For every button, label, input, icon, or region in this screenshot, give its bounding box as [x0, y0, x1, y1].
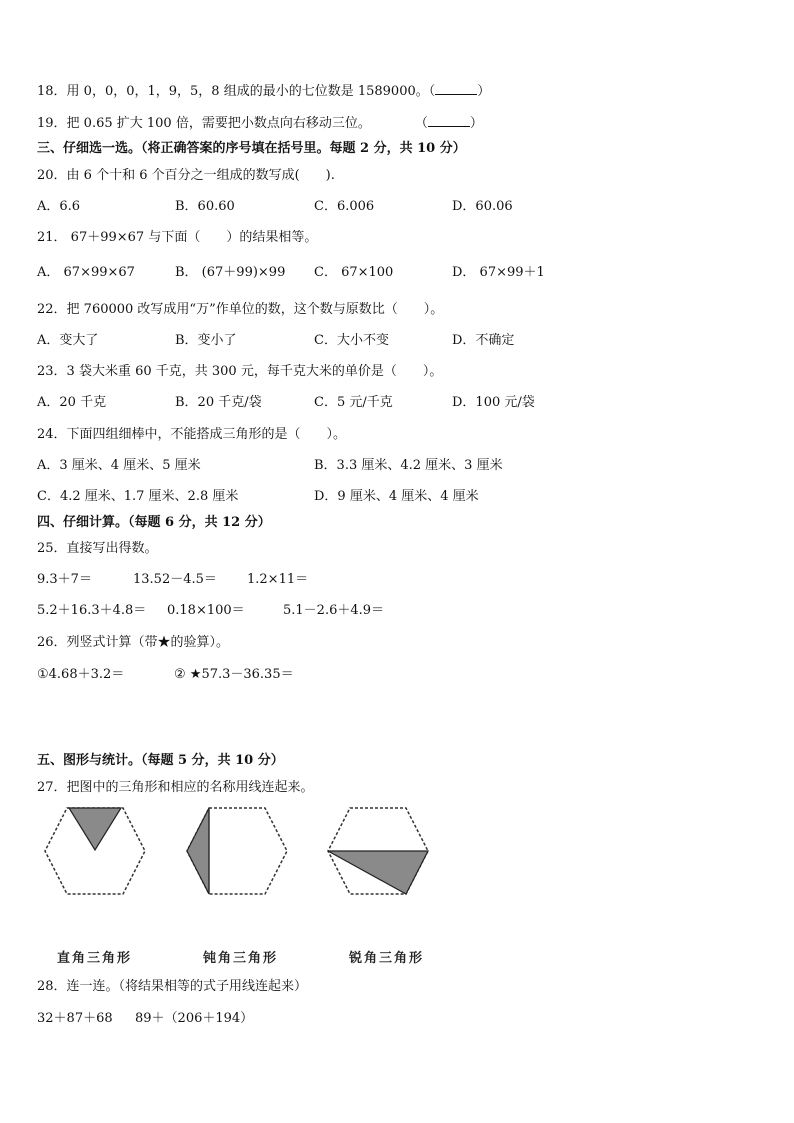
option-22-b[interactable]: B．变小了 — [175, 333, 237, 348]
question-18-text: 18．用 0，0，0，1，9，5，8 组成的最小的七位数是 1589000。 — [37, 84, 429, 99]
answer-blank-18[interactable] — [435, 82, 477, 95]
option-22-d[interactable]: D．不确定 — [452, 333, 515, 348]
question-18: 18．用 0，0，0，1，9，5，8 组成的最小的七位数是 1589000。（ ） — [37, 84, 491, 99]
label-obtuse-triangle[interactable]: 钝角三角形 — [203, 951, 279, 966]
hexagon-figure-2 — [182, 806, 292, 896]
option-23-d[interactable]: D．100 元/袋 — [452, 395, 535, 410]
calc-25-2: 13.52－4.5＝ — [133, 572, 217, 587]
option-20-d[interactable]: D．60.06 — [452, 199, 513, 214]
question-28-stem: 28．连一连。（将结果相等的式子用线连起来） — [37, 979, 308, 994]
calc-25-3: 1.2×11＝ — [247, 572, 309, 587]
option-21-a[interactable]: A． 67×99×67 — [37, 265, 135, 280]
question-20-stem: 20．由 6 个十和 6 个百分之一组成的数写成( ). — [37, 168, 335, 183]
question-21-stem: 21． 67＋99×67 与下面（ ）的结果相等。 — [37, 230, 318, 245]
hexagon-figure-3 — [323, 806, 433, 896]
section-5-heading: 五、图形与统计。（每题 5 分，共 10 分） — [37, 753, 284, 768]
expr-28-2[interactable]: 89＋（206＋194） — [135, 1011, 254, 1026]
question-27-stem: 27．把图中的三角形和相应的名称用线连起来。 — [37, 780, 314, 795]
question-25-stem: 25．直接写出得数。 — [37, 541, 158, 556]
option-20-c[interactable]: C．6.006 — [314, 199, 375, 214]
calc-26-2: ② ★57.3－36.35＝ — [174, 667, 294, 682]
calc-25-1: 9.3＋7＝ — [37, 572, 92, 587]
calc-25-4: 5.2＋16.3＋4.8＝ — [37, 603, 147, 618]
label-right-triangle[interactable]: 直角三角形 — [57, 951, 133, 966]
expr-28-1[interactable]: 32＋87＋68 — [37, 1011, 113, 1026]
shaded-triangle-1[interactable] — [69, 808, 121, 850]
question-19-text: 19．把 0.65 扩大 100 倍，需要把小数点向右移动三位。 — [37, 116, 371, 131]
calc-25-6: 5.1－2.6＋4.9＝ — [283, 603, 385, 618]
option-24-a[interactable]: A．3 厘米、4 厘米、5 厘米 — [37, 458, 201, 473]
option-21-c[interactable]: C． 67×100 — [314, 265, 394, 280]
section-3-heading: 三、仔细选一选。（将正确答案的序号填在括号里。每题 2 分，共 10 分） — [37, 141, 466, 156]
option-23-b[interactable]: B．20 千克/袋 — [175, 395, 262, 410]
section-4-heading: 四、仔细计算。（每题 6 分，共 12 分） — [37, 515, 271, 530]
option-24-b[interactable]: B．3.3 厘米、4.2 厘米、3 厘米 — [314, 458, 503, 473]
shaded-triangle-2[interactable] — [187, 808, 209, 894]
question-26-stem: 26．列竖式计算（带★的验算）。 — [37, 635, 230, 650]
option-23-c[interactable]: C．5 元/千克 — [314, 395, 393, 410]
label-acute-triangle[interactable]: 锐角三角形 — [349, 951, 425, 966]
calc-25-5: 0.18×100＝ — [167, 603, 245, 618]
option-22-c[interactable]: C．大小不变 — [314, 333, 389, 348]
option-24-d[interactable]: D．9 厘米、4 厘米、4 厘米 — [314, 489, 479, 504]
question-24-stem: 24．下面四组细棒中，不能搭成三角形的是（ ）。 — [37, 427, 347, 442]
option-21-d[interactable]: D． 67×99＋1 — [452, 265, 545, 280]
option-24-c[interactable]: C．4.2 厘米、1.7 厘米、2.8 厘米 — [37, 489, 239, 504]
question-22-stem: 22．把 760000 改写成用“万”作单位的数，这个数与原数比（ ）。 — [37, 302, 444, 317]
answer-blank-19[interactable] — [428, 114, 470, 127]
option-22-a[interactable]: A．变大了 — [37, 333, 99, 348]
shaded-triangle-3[interactable] — [328, 851, 428, 894]
option-20-b[interactable]: B．60.60 — [175, 199, 235, 214]
option-20-a[interactable]: A．6.6 — [37, 199, 81, 214]
question-19: 19．把 0.65 扩大 100 倍，需要把小数点向右移动三位。 （ ） — [37, 116, 483, 131]
option-21-b[interactable]: B． (67＋99)×99 — [175, 265, 286, 280]
hexagon-figure-1 — [40, 806, 150, 896]
question-23-stem: 23．3 袋大米重 60 千克，共 300 元，每千克大米的单价是（ ）。 — [37, 364, 443, 379]
option-23-a[interactable]: A．20 千克 — [37, 395, 107, 410]
calc-26-1: ①4.68＋3.2＝ — [37, 667, 125, 682]
